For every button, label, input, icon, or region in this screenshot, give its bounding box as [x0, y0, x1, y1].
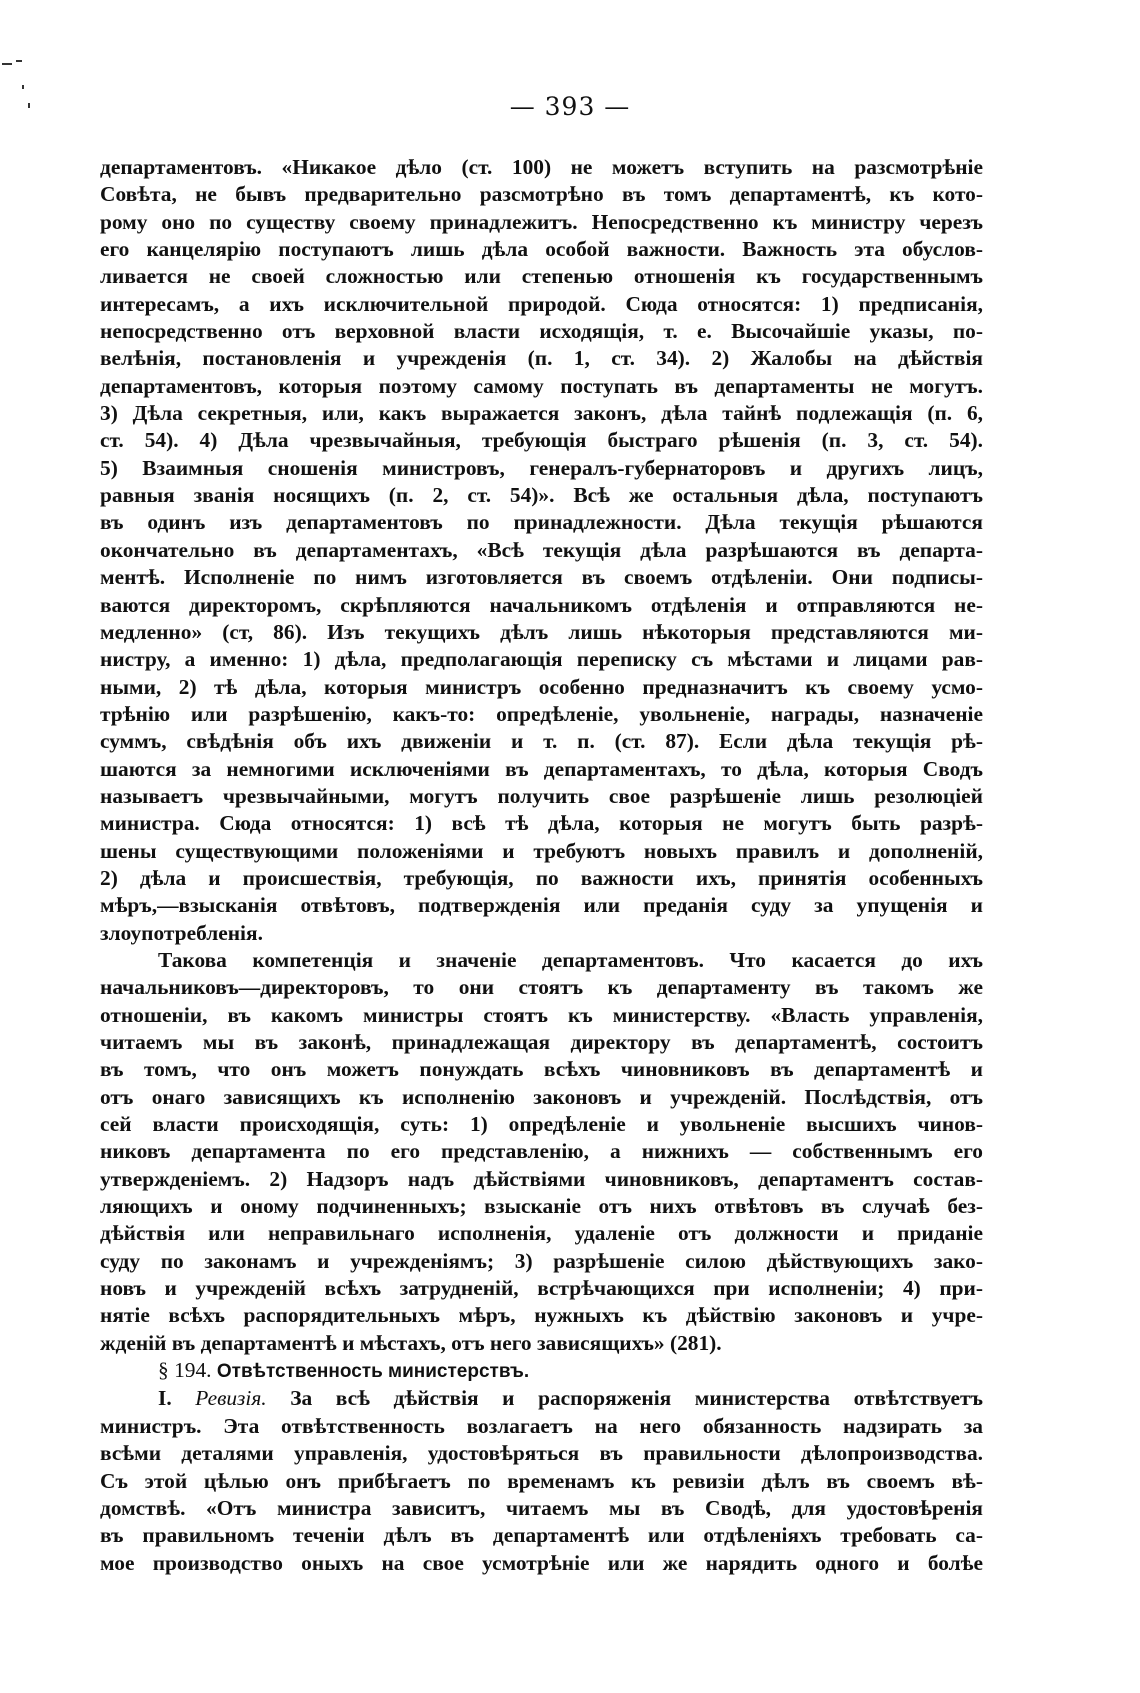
text-line: нятіе всѣхъ распорядительныхъ мѣръ, нужныхъ къ дѣйствію законовъ и учре-	[100, 1303, 983, 1328]
section-body	[100, 1413, 983, 1577]
text-line: суммъ, свѣдѣнія объ ихъ движеніи и т. п. (ст. 87). Если дѣла текущія рѣ-	[100, 729, 983, 754]
text-line: трѣнію или разрѣшенію, какъ-то: опредѣленіе, увольненіе, награды, назначеніе	[100, 701, 983, 726]
text-line: непосредственно отъ верховной власти исходящія, т. е. Высочайшіе указы, по-	[100, 319, 983, 344]
text-line: дѣйствія или неправильнаго исполненія, удаленіе отъ должности и приданіе	[100, 1221, 983, 1246]
text-line: отношеніи, въ какомъ министры стоятъ къ министерству. «Власть управленія,	[100, 1002, 983, 1027]
text-line: отъ онаго зависящихъ къ исполненію законовъ и учрежденій. Послѣдствія, отъ	[100, 1084, 983, 1109]
text-line: жденій въ департаментѣ и мѣстахъ, отъ него зависящихъ» (281).	[100, 1330, 722, 1355]
text-line: министръ. Эта отвѣтственность возлагаетъ на него обязанность надзирать за	[100, 1413, 983, 1438]
section-sign: §	[158, 1358, 169, 1383]
text-line: министра. Сюда относятся: 1) всѣ тѣ дѣла, которыя не могутъ быть разрѣ-	[100, 811, 983, 836]
text-line: Совѣта, не бывъ предварительно разсмотрѣно въ томъ департаментѣ, къ кото-	[100, 182, 983, 207]
text-line: всѣми деталями управленія, удостовѣряться въ правильности дѣлопроизводства.	[100, 1441, 983, 1466]
text-line: домствѣ. «Отъ министра зависитъ, читаемъ мы въ Сводѣ, для удостовѣренія	[100, 1495, 983, 1520]
page-header: — 393 —	[509, 92, 631, 121]
text-line: мое производство оныхъ на свое усмотрѣніе или же нарядить одного и болѣе	[100, 1550, 983, 1575]
text-line: 3) Дѣла секретныя, или, какъ выражается законъ, дѣла тайнѣ подлежащія (п. 6,	[100, 401, 983, 426]
text-line: его канцелярію поступаютъ лишь дѣла особой важности. Важность эта обуслов-	[100, 237, 983, 262]
scan-speck	[22, 85, 24, 89]
paragraph-2	[100, 947, 983, 1357]
text-line: департаментовъ. «Никакое дѣло (ст. 100) не можетъ вступить на разсмотрѣніе	[100, 155, 983, 179]
lead-number: I.	[158, 1386, 172, 1411]
text-line: шены существующими положеніями и требуютъ новыхъ правилъ и дополненій,	[100, 838, 983, 863]
section-number: 194.	[174, 1358, 212, 1383]
section-title: Отвѣтственность министерствъ.	[216, 1361, 530, 1383]
text-line: 2) дѣла и происшествія, требующія, по важности ихъ, принятія особенныхъ	[100, 865, 983, 890]
text-line: сей власти происходящія, суть: 1) опредѣленіе и увольненіе высшихъ чинов-	[100, 1112, 983, 1137]
text-line: злоупотребленія.	[100, 920, 263, 945]
text-line: ст. 54). 4) Дѣла чрезвычайныя, требующія быстраго рѣшенія (п. 3, ст. 54).	[100, 428, 983, 453]
text-line: ными, 2) тѣ дѣла, которыя министръ особенно предназначитъ къ своему усмо-	[100, 674, 983, 699]
text-line: ляющихъ и оному подчиненныхъ; взысканіе отъ нихъ отвѣтовъ въ случаѣ без-	[100, 1194, 983, 1219]
text-line: медленно» (ст, 86). Изъ текущихъ дѣлъ лишь нѣкоторыя представляются ми-	[100, 619, 983, 644]
text-line: начальниковъ—директоровъ, то они стоятъ къ департаменту въ такомъ же	[100, 975, 983, 1000]
text-line: 5) Взаимныя сношенія министровъ, генералъ-губернаторовъ и другихъ лицъ,	[100, 455, 983, 480]
text-line: Съ этой цѣлью онъ прибѣгаетъ по временамъ къ ревизіи дѣлъ въ своемъ вѣ-	[100, 1468, 983, 1493]
text-line: ваются директоромъ, скрѣпляются начальникомъ отдѣленія и отправляются не-	[100, 592, 983, 617]
text-line: рому оно по существу своему принадлежитъ. Непосредственно къ министру черезъ	[100, 209, 983, 234]
paragraph-1	[100, 154, 983, 947]
text-line: въ томъ, что онъ можетъ понуждать всѣхъ чиновниковъ въ департаментѣ и	[100, 1057, 983, 1082]
text-line: ливается не своей сложностью или степенью отношенія къ государственнымъ	[100, 264, 983, 289]
text-line: никовъ департамента по его представленію, а нижнихъ — собственнымъ его	[100, 1139, 983, 1164]
text-line: ментѣ. Исполненіе по нимъ изготовляется въ своемъ отдѣленіи. Они подписы-	[100, 565, 983, 590]
lead-italic: Ревизія.	[195, 1386, 267, 1411]
scan-speck	[2, 63, 12, 65]
text-line: въ одинъ изъ департаментовъ по принадлежности. Дѣла текущія рѣшаются	[100, 510, 983, 535]
section-first-line	[100, 1385, 983, 1412]
section-heading	[100, 1357, 983, 1385]
text-line: называетъ чрезвычайными, могутъ получить свое разрѣшеніе лишь резолюціей	[100, 783, 983, 808]
text-line: мѣръ,—взысканія отвѣтовъ, подтвержденія или преданія суду за упущенія и	[100, 893, 983, 918]
text-line: Такова компетенція и значеніе департаментовъ. Что касается до ихъ	[158, 947, 983, 972]
text-line: департаментовъ, которыя поэтому самому поступать въ департаменты не могутъ.	[100, 373, 983, 398]
text-line: въ правильномъ теченіи дѣлъ въ департаментѣ или отдѣленіяхъ требовать са-	[100, 1523, 983, 1548]
text-line: новъ и учрежденій всѣхъ затрудненій, встрѣчающихся при исполненіи; 4) при-	[100, 1276, 983, 1301]
first-line-rest: За всѣ дѣйствія и распоряженія министерства отвѣтствуетъ	[290, 1386, 983, 1411]
text-line: читаемъ мы въ законѣ, принадлежащая директору въ департаментѣ, состоитъ	[100, 1030, 983, 1054]
text-line: шаются за немногими исключеніями въ департаментахъ, то дѣла, которыя Сводъ	[100, 756, 983, 781]
scan-speck	[16, 60, 22, 62]
body-text	[100, 154, 983, 1577]
text-line: интересамъ, а ихъ исключительной природой. Сюда относятся: 1) предписанія,	[100, 291, 983, 316]
text-line: нистру, а именно: 1) дѣла, предполагающія переписку съ мѣстами и лицами рав-	[100, 647, 983, 672]
text-line: равныя званія носящихъ (п. 2, ст. 54)». Всѣ же остальныя дѣла, поступаютъ	[100, 483, 983, 508]
text-line: велѣнія, постановленія и учрежденія (п. 1, ст. 34). 2) Жалобы на дѣйствія	[100, 346, 983, 371]
text-line: окончательно въ департаментахъ, «Всѣ текущія дѣла разрѣшаются въ департа-	[100, 537, 983, 562]
text-line: утвержденіемъ. 2) Надзоръ надъ дѣйствіями чиновниковъ, департаментъ состав-	[100, 1166, 983, 1191]
text-line: суду по законамъ и учрежденіямъ; 3) разрѣшеніе силою дѣйствующихъ зако-	[100, 1248, 983, 1273]
